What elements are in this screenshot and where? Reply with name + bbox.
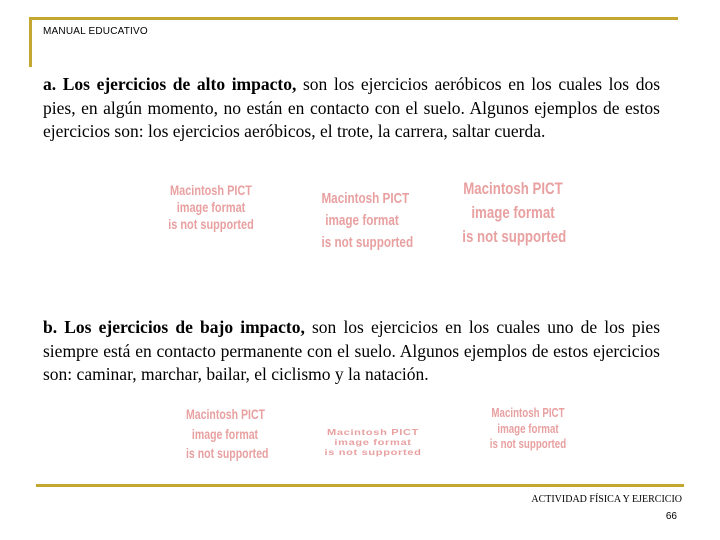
placeholder-line: is not supported [462,226,567,246]
image-placeholder [321,188,414,253]
bottom-rule [36,484,684,487]
placeholder-line: Macintosh PICT [170,182,252,198]
section-b-paragraph [43,316,660,387]
placeholder-line: image format [471,202,555,222]
placeholder-line: is not supported [324,446,422,457]
footer-title: ACTIVIDAD FÍSICA Y EJERCICIO [531,494,682,505]
placeholder-line: Macintosh PICT [321,190,410,207]
placeholder-line: image format [325,211,399,229]
placeholder-line: image format [497,421,559,436]
placeholder-line: Macintosh PICT [463,179,563,198]
placeholder-line: is not supported [489,437,567,452]
image-placeholder [462,177,567,248]
placeholder-line: Macintosh PICT [491,406,565,420]
page-number: 66 [665,511,677,522]
placeholder-line: image format [176,198,246,215]
placeholder-line: is not supported [186,446,269,462]
header-title: MANUAL EDUCATIVO [43,26,148,37]
placeholder-line: Macintosh PICT [186,407,265,422]
section-b-text: son los ejercicios en los cuales uno de los pies siempre está en contacto permanente con el suelo. Algunos ejemplos de estos ejercicios son: caminar, marchar, bailar, el ciclismo y la natación. [43,317,661,384]
image-placeholder [311,428,436,457]
placeholder-line: Macintosh PICT [326,427,419,437]
section-a-text: son los ejercicios aeróbicos en los cuales los dos pies, en algún momento, no están en contacto con el suelo. Algunos ejemplos de estos ejercicios son: los ejercicios aeróbicos, el trote, la carrera, saltar cuerda. [43,74,660,141]
image-placeholder [484,406,571,453]
section-a-title: Los ejercicios de alto impacto, [62,74,297,94]
placeholder-line: image format [334,436,412,447]
image-placeholder [186,405,269,464]
section-a-label: a. [43,74,57,94]
section-a-paragraph [43,73,660,144]
top-rule [29,17,678,20]
left-rule [29,17,32,67]
section-b-title: Los ejercicios de bajo impacto, [64,317,305,337]
placeholder-line: image format [191,426,259,442]
placeholder-line: is not supported [321,233,414,251]
placeholder-line: is not supported [168,215,254,232]
section-b-label: b. [43,317,58,337]
image-placeholder [167,182,254,232]
